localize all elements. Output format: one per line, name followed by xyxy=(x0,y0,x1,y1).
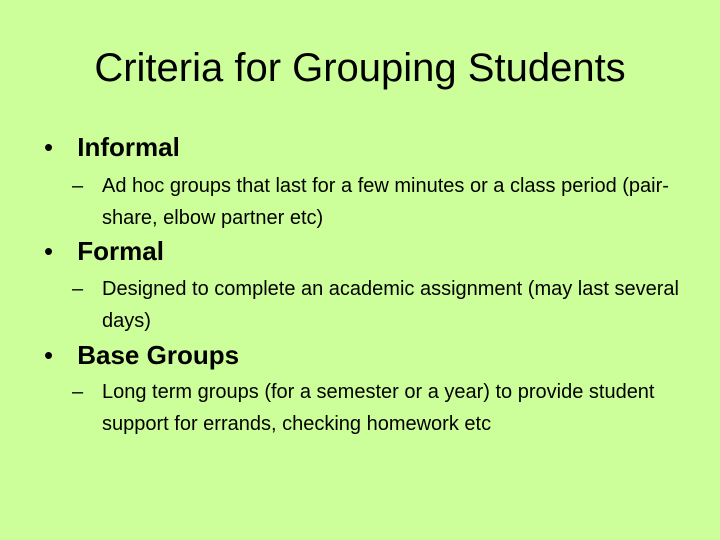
bullet-label: Formal xyxy=(77,236,164,266)
bullet-label: Base Groups xyxy=(77,340,240,370)
sub-item-formal xyxy=(72,273,692,337)
bullet-label: Informal xyxy=(77,132,180,162)
bullet-marker: • xyxy=(44,340,54,370)
bullet-item-formal xyxy=(44,236,164,266)
bullet-item-base-groups xyxy=(44,340,239,370)
sub-item-text: Designed to complete an academic assignment (may last several days) xyxy=(102,278,679,332)
bullet-item-informal xyxy=(44,132,180,162)
dash-marker: – xyxy=(72,278,84,300)
dash-marker: – xyxy=(72,175,84,197)
bullet-marker: • xyxy=(44,132,54,162)
sub-item-text: Long term groups (for a semester or a year) to provide student support for errands, checking homework etc xyxy=(102,381,655,435)
sub-item-text: Ad hoc groups that last for a few minutes or a class period (pair-share, elbow partner etc) xyxy=(102,175,669,229)
sub-item-base-groups xyxy=(72,376,692,440)
bullet-marker: • xyxy=(44,236,54,266)
sub-item-informal xyxy=(72,170,692,234)
dash-marker: – xyxy=(72,381,84,403)
slide-title: Criteria for Grouping Students xyxy=(94,46,626,90)
